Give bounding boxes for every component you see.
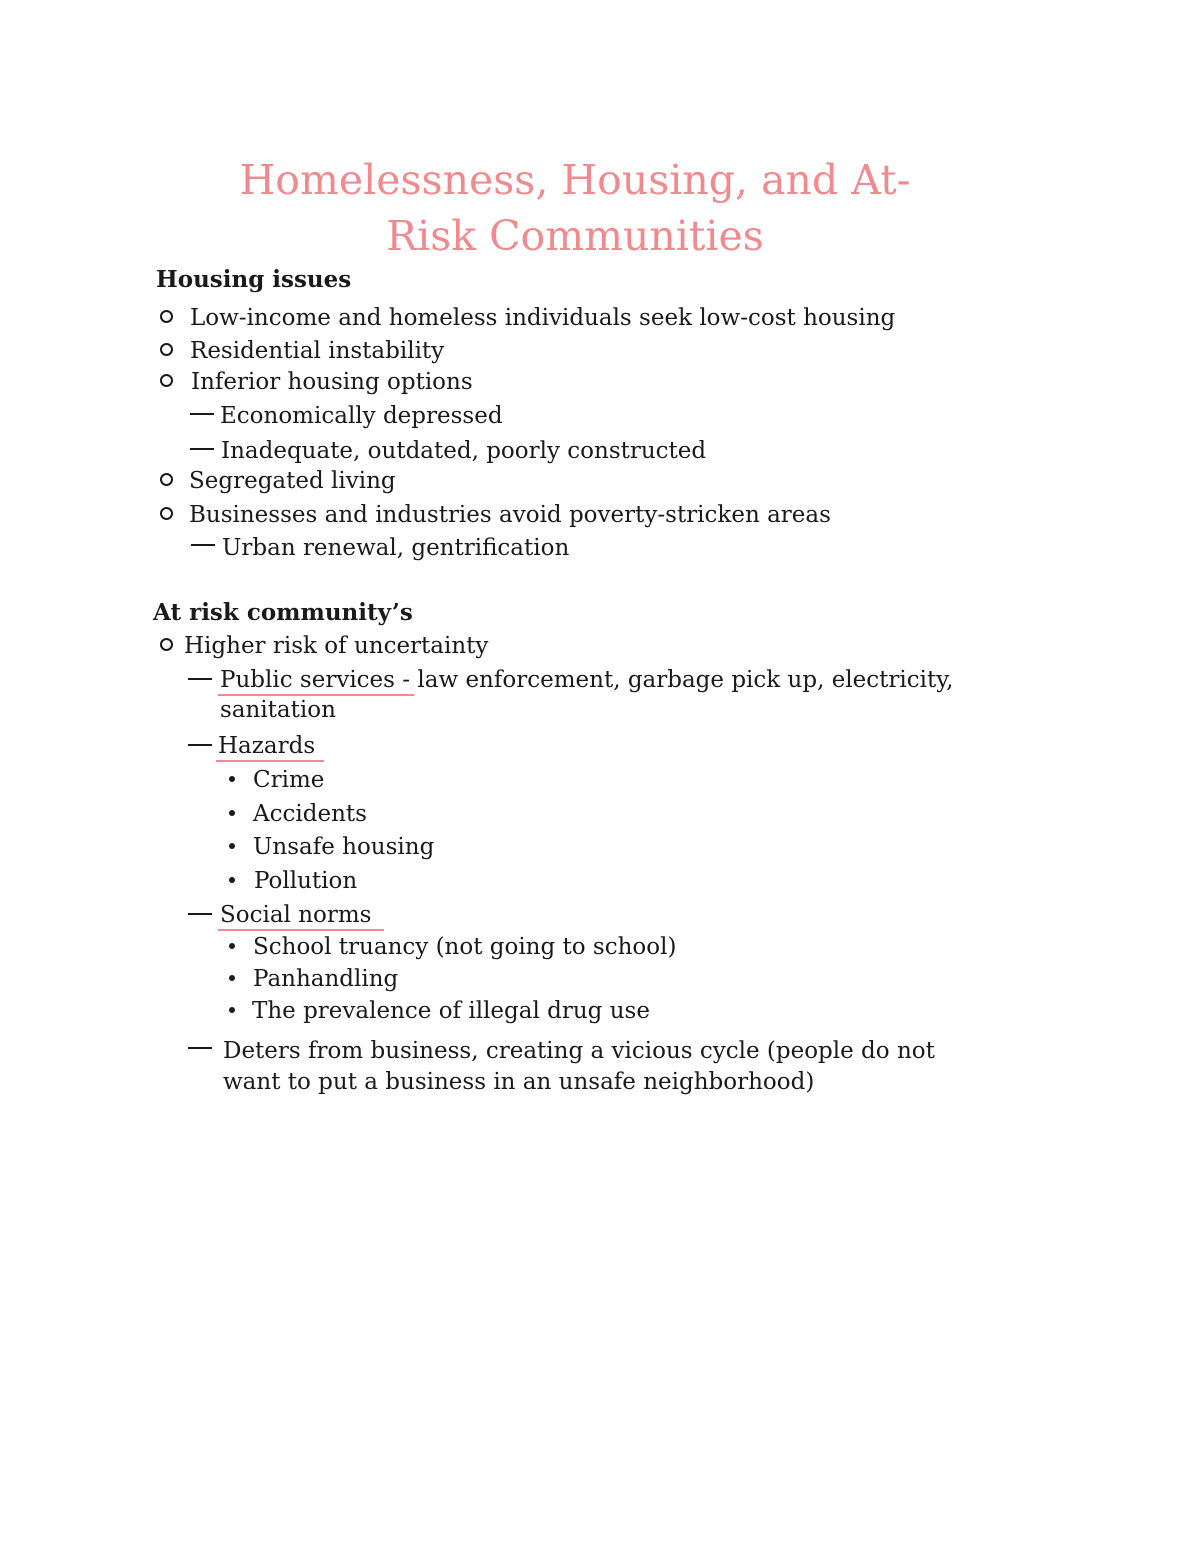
spellcheck-underline <box>216 760 324 762</box>
circle-bullet-icon <box>160 374 173 387</box>
dot-bullet-icon <box>229 1007 235 1013</box>
dash-bullet-icon <box>191 544 215 546</box>
dot-bullet-icon <box>229 877 235 883</box>
circle-bullet-icon <box>160 310 173 323</box>
circle-bullet-icon <box>160 638 173 651</box>
list-item: Low-income and homeless individuals seek low-cost housing <box>190 305 896 331</box>
circle-bullet-icon <box>160 507 173 520</box>
section-heading-housing-issues: Housing issues <box>156 266 352 293</box>
list-item-continuation: sanitation <box>220 697 336 723</box>
public-services-text: - law enforcement, garbage pick up, electricity, <box>394 667 954 693</box>
circle-bullet-icon <box>160 343 173 356</box>
dot-bullet-icon <box>229 843 235 849</box>
list-item: Pollution <box>254 868 358 894</box>
section-heading-at-risk: At risk community’s <box>153 599 413 626</box>
dash-bullet-icon <box>190 448 214 450</box>
list-item: Economically depressed <box>220 403 503 429</box>
list-item-continuation: want to put a business in an unsafe neighborhood) <box>223 1069 815 1095</box>
list-item-social-norms: Social norms <box>220 902 372 928</box>
spellcheck-underline <box>218 929 384 931</box>
dot-bullet-icon <box>229 975 235 981</box>
dot-bullet-icon <box>229 810 235 816</box>
list-item: Urban renewal, gentrification <box>222 535 570 561</box>
public-services-label: Public services <box>220 667 395 693</box>
list-item: Inferior housing options <box>191 369 473 395</box>
dash-bullet-icon <box>188 1047 212 1049</box>
list-item: Panhandling <box>253 966 399 992</box>
list-item: Crime <box>253 767 325 793</box>
title-line-2: Risk Communities <box>386 212 764 260</box>
list-item-hazards: Hazards <box>218 733 316 759</box>
dot-bullet-icon <box>229 776 235 782</box>
page-title <box>140 152 1010 264</box>
list-item: Inadequate, outdated, poorly constructed <box>221 438 707 464</box>
dash-bullet-icon <box>188 678 212 680</box>
circle-bullet-icon <box>160 473 173 486</box>
dash-bullet-icon <box>190 413 214 415</box>
list-item: School truancy (not going to school) <box>253 934 677 960</box>
list-item: Residential instability <box>190 338 445 364</box>
list-item: The prevalence of illegal drug use <box>252 998 650 1024</box>
list-item: Unsafe housing <box>253 834 435 860</box>
dot-bullet-icon <box>229 943 235 949</box>
dash-bullet-icon <box>188 913 212 915</box>
list-item: Accidents <box>253 801 367 827</box>
list-item: Higher risk of uncertainty <box>184 633 489 659</box>
list-item-public-services <box>220 665 953 695</box>
list-item: Deters from business, creating a vicious cycle (people do not <box>223 1038 935 1064</box>
list-item: Segregated living <box>189 468 396 494</box>
list-item: Businesses and industries avoid poverty-stricken areas <box>189 502 831 528</box>
dash-bullet-icon <box>188 744 212 746</box>
title-line-1: Homelessness, Housing, and At- <box>239 156 911 204</box>
